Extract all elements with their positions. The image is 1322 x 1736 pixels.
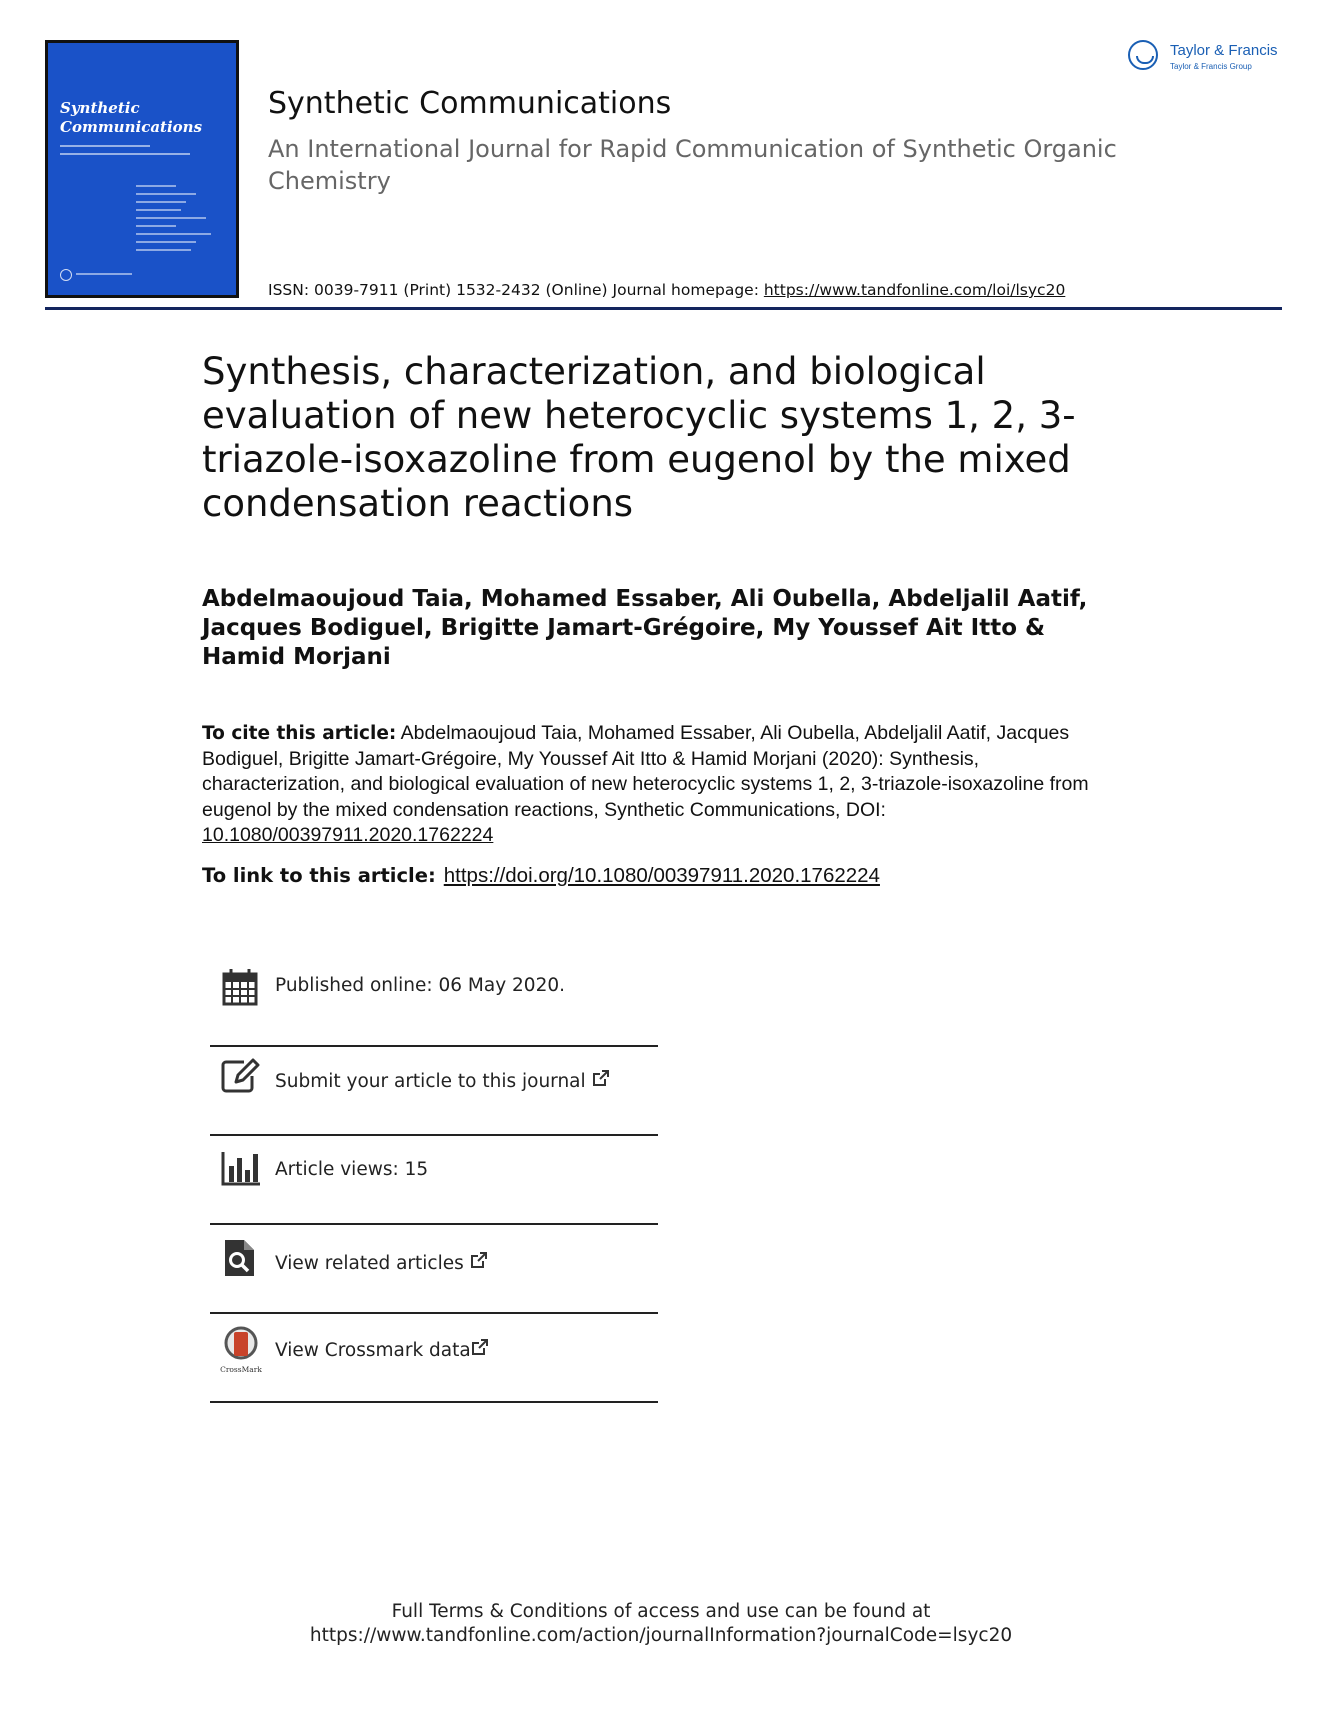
external-link-icon <box>470 1251 488 1269</box>
divider <box>210 1223 658 1225</box>
footer-terms: Full Terms & Conditions of access and use can be found at <box>391 1601 931 1622</box>
article-views-row <box>210 1148 658 1218</box>
external-link-icon <box>592 1069 610 1087</box>
document-search-icon <box>220 1238 260 1278</box>
cover-publisher-logo <box>60 269 72 281</box>
journal-cover <box>45 40 239 298</box>
related-articles-label: View related articles <box>275 1251 488 1274</box>
issn-text: ISSN: 0039-7911 (Print) 1532-2432 (Online) Journal homepage: <box>268 281 764 299</box>
article-authors: Abdelmaoujoud Taia, Mohamed Essaber, Ali Oubella, Abdeljalil Aatif, Jacques Bodiguel, Brigitte Jamart-Grégoire, My Youssef Ait Itto & Hamid Morjani <box>202 586 1088 670</box>
crossmark-logo-text: CrossMark <box>220 1365 262 1374</box>
issn-line <box>268 281 1065 299</box>
calendar-icon <box>220 966 260 1006</box>
article-link-line <box>202 864 880 888</box>
taylor-francis-logo-icon <box>1128 40 1158 70</box>
footer-terms-url[interactable]: https://www.tandfonline.com/action/journalInformation?journalCode=lsyc20 <box>309 1625 1013 1646</box>
link-label: To link to this article: <box>202 864 436 887</box>
header-divider <box>45 307 1282 310</box>
cite-doi-link[interactable]: 10.1080/00397911.2020.1762224 <box>202 824 494 846</box>
cite-text: Abdelmaoujoud Taia, Mohamed Essaber, Ali Oubella, Abdeljalil Aatif, Jacques Bodiguel, Brigitte Jamart-Grégoire, My Youssef Ait Itto & Hamid Morjani (2020): Synthesis, characterization, and biological evaluation of new heterocyclic systems 1, 2, 3-triazole-isoxazoline from eugenol by the mixed condensation reactions, Synthetic Communications, DOI: <box>202 722 1089 821</box>
article-title: Synthesis, characterization, and biological evaluation of new heterocyclic systems 1, 2, 3-triazole-isoxazoline from eugenol by the mixed condensation reactions <box>202 350 1076 525</box>
citation-block <box>202 721 1112 849</box>
divider <box>210 1312 658 1314</box>
publisher-group: Taylor & Francis Group <box>1170 62 1252 71</box>
divider <box>210 1401 658 1403</box>
journal-title: Synthetic Communications <box>268 86 672 121</box>
divider <box>210 1134 658 1136</box>
publisher-name: Taylor & Francis <box>1170 42 1278 59</box>
crossmark-icon <box>220 1326 262 1374</box>
journal-homepage-link[interactable]: https://www.tandfonline.com/loi/lsyc20 <box>763 281 1066 299</box>
article-doi-link[interactable]: https://doi.org/10.1080/00397911.2020.1762224 <box>443 864 880 887</box>
related-articles-link[interactable] <box>210 1238 658 1308</box>
cite-label: To cite this article: <box>202 723 397 744</box>
crossmark-link[interactable] <box>210 1326 658 1396</box>
article-views-count: Article views: 15 <box>275 1159 429 1180</box>
divider <box>210 1045 658 1047</box>
external-link-icon <box>471 1338 489 1356</box>
published-row <box>210 966 658 1036</box>
submit-article-label: Submit your article to this journal <box>275 1069 610 1092</box>
edit-icon <box>220 1056 260 1096</box>
submit-article-link[interactable] <box>210 1056 658 1126</box>
cover-decoration <box>76 273 132 275</box>
published-date: Published online: 06 May 2020. <box>275 975 566 996</box>
crossmark-label: View Crossmark data <box>275 1338 489 1361</box>
footer <box>0 1600 1322 1648</box>
bar-chart-icon <box>220 1148 260 1188</box>
cover-title: Synthetic Communications <box>60 99 203 136</box>
cover-editors <box>136 185 226 257</box>
journal-subtitle: An International Journal for Rapid Communication of Synthetic Organic Chemistry <box>268 135 1117 195</box>
